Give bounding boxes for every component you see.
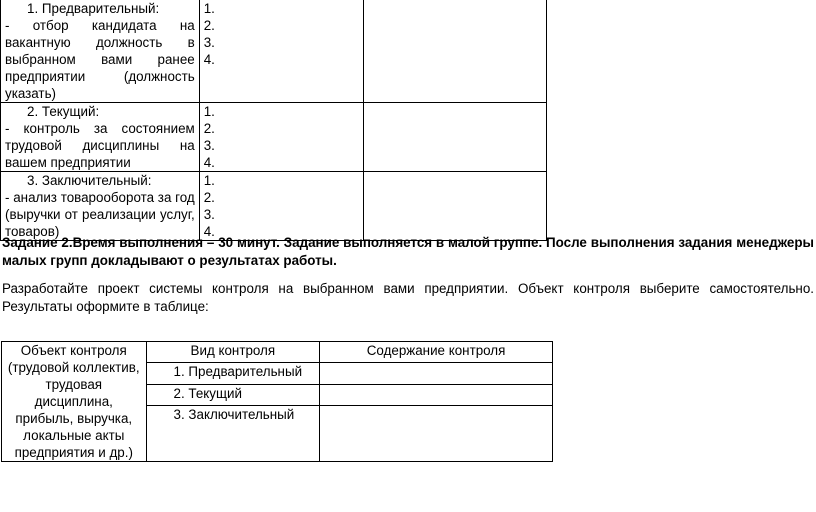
- stage-title: 1. Предварительный:: [27, 1, 160, 16]
- stage-cell: [1, 0, 200, 103]
- stage-description: - отбор кандидата на вакантную должность в выбранном вами ранее предприятии (должность указать): [5, 18, 195, 101]
- content-header: Содержание контроля: [320, 342, 553, 363]
- stage-description: - анализ товарооборота за год (выручки от реализации услуг, товаров): [5, 190, 195, 239]
- content-cell[interactable]: [320, 406, 553, 462]
- object-cell: [2, 342, 147, 462]
- answer-number: 4.: [203, 224, 215, 239]
- control-project-table: [1, 341, 553, 462]
- stage-description: - контроль за состоянием трудовой дисциплины на вашем предприятии: [5, 121, 195, 170]
- answer-number: 2.: [203, 121, 215, 136]
- answer-number: 3.: [203, 35, 215, 50]
- empty-cell[interactable]: [364, 172, 547, 241]
- empty-cell[interactable]: [364, 0, 547, 103]
- stage-cell: [1, 103, 200, 172]
- stage-cell: [1, 172, 200, 241]
- empty-cell[interactable]: [364, 103, 547, 172]
- task-heading: Задание 2.Время выполнения – 30 минут. Задание выполняется в малой группе. После выполнения задания менеджеры малых групп докладывают о результатах работы.: [2, 235, 814, 268]
- content-cell[interactable]: [320, 384, 553, 405]
- answer-number: 4.: [203, 52, 215, 67]
- answer-number: 3.: [203, 207, 215, 222]
- table-row: [1, 103, 547, 172]
- content-cell[interactable]: [320, 363, 553, 384]
- type-cell: [146, 363, 320, 384]
- answer-number: 1.: [203, 1, 215, 16]
- stage-title: 2. Текущий:: [27, 104, 100, 119]
- table-row: [1, 0, 547, 103]
- answer-number: 2.: [203, 18, 215, 33]
- answer-number: 1.: [203, 104, 215, 119]
- table-row: [2, 342, 553, 363]
- type-cell: [146, 384, 320, 405]
- control-stages-table: [0, 0, 547, 241]
- answer-number: 3.: [203, 138, 215, 153]
- type-label: 1. Предварительный: [173, 364, 303, 380]
- answers-cell[interactable]: [199, 103, 364, 172]
- object-header: Объект контроля: [20, 343, 127, 358]
- object-detail: (трудовой коллектив, трудовая дисциплина, прибыль, выручка, локальные акты предприятия и др.): [7, 360, 140, 460]
- type-cell: [146, 406, 320, 462]
- answer-number: 4.: [203, 155, 215, 170]
- type-header: Вид контроля: [146, 342, 320, 363]
- type-label: 2. Текущий: [173, 385, 242, 401]
- task-instruction: Разработайте проект системы контроля на выбранном вами предприятии. Объект контроля выберите самостоятельно. Результаты оформите в таблице:: [2, 281, 814, 314]
- stage-title: 3. Заключительный:: [27, 173, 152, 188]
- answer-number: 2.: [203, 190, 215, 205]
- answers-cell[interactable]: [199, 0, 364, 103]
- table-row: [1, 172, 547, 241]
- answer-number: 1.: [203, 173, 215, 188]
- answers-cell[interactable]: [199, 172, 364, 241]
- type-label: 3. Заключительный: [173, 407, 295, 422]
